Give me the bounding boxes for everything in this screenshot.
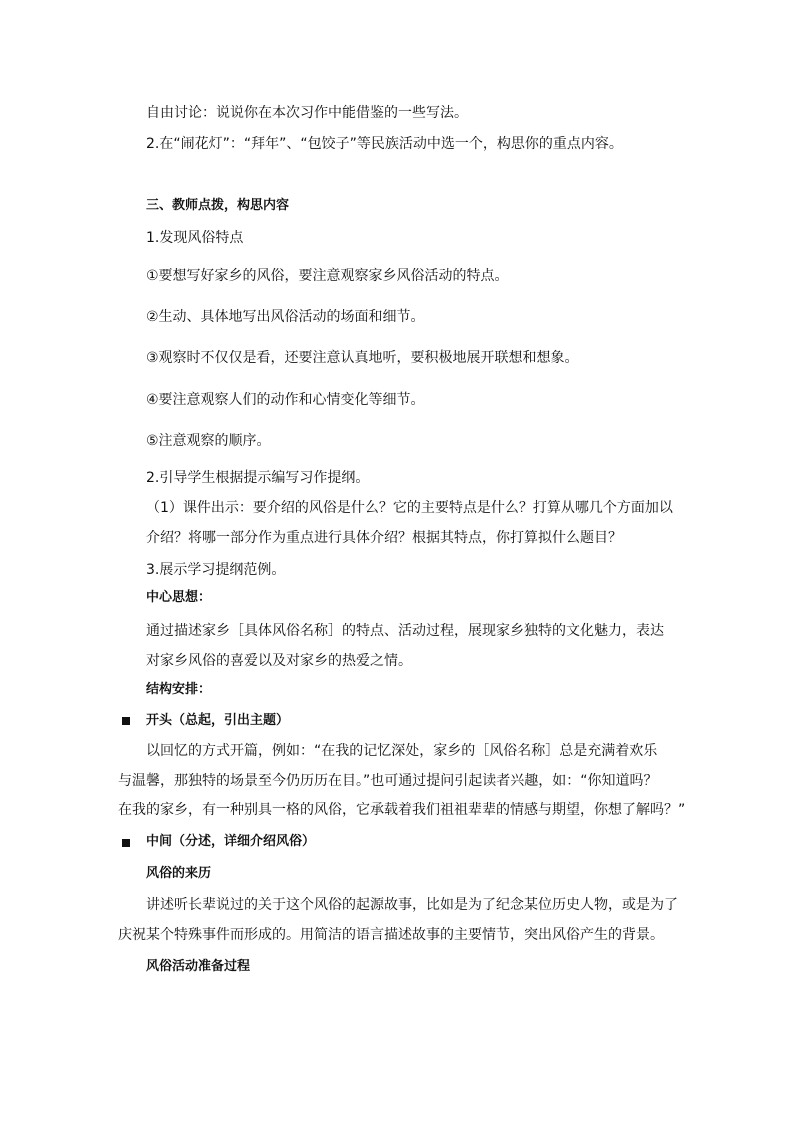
opening-text: 以回忆的方式开篇，例如：“在我的记忆深处，家乡的［风俗名称］总是充满着欢乐: [146, 743, 658, 759]
list-item: ①要想写好家乡的风俗，要注意观察家乡风俗活动的特点。: [146, 268, 509, 284]
opening-text: 在我的家乡，有一种别具一格的风俗，它承载着我们祖祖辈辈的情感与期望，你想了解吗？”: [118, 802, 686, 818]
opening-text: 与温馨，那独特的场景至今仍历历在目。”也可通过提问引起读者兴趣，如：“你知道吗？: [118, 773, 658, 789]
central-idea-label: 中心思想：: [146, 590, 212, 605]
preparation-heading: 风俗活动准备过程: [146, 959, 251, 974]
opening-heading: 开头（总起，引出主题）: [146, 713, 290, 728]
subheading-example: 3.展示学习提纲范例。: [146, 562, 286, 578]
square-bullet-icon: [122, 717, 130, 725]
discussion-line: 自由讨论：说说你在本次习作中能借鉴的一些写法。: [146, 105, 468, 121]
courseware-question-line: （1）课件出示：要介绍的风俗是什么？它的主要特点是什么？打算从哪几个方面加以: [146, 500, 673, 516]
section-heading: 三、教师点拨，构思内容: [146, 198, 290, 213]
central-idea-text: 对家乡风俗的喜爱以及对家乡的热爱之情。: [146, 653, 412, 669]
list-item: ②生动、具体地写出风俗活动的场面和细节。: [146, 309, 425, 325]
middle-heading: 中间（分述，详细介绍风俗）: [146, 834, 316, 849]
list-item: ③观察时不仅仅是看，还要注意认真地听，要积极地展开联想和想象。: [146, 350, 579, 366]
origin-text: 庆祝某个特殊事件而形成的。用简洁的语言描述故事的主要情节，突出风俗产生的背景。: [118, 927, 664, 943]
structure-label: 结构安排：: [146, 682, 212, 697]
list-item: ④要注意观察人们的动作和心情变化等细节。: [146, 392, 425, 408]
central-idea-text: 通过描述家乡［具体风俗名称］的特点、活动过程，展现家乡独特的文化魅力，表达: [146, 623, 664, 639]
subheading-discover: 1.发现风俗特点: [146, 230, 244, 246]
square-bullet-icon: [122, 839, 130, 847]
origin-heading: 风俗的来历: [146, 866, 212, 881]
origin-text: 讲述听长辈说过的关于这个风俗的起源故事，比如是为了纪念某位历史人物，或是为了: [146, 897, 678, 913]
list-item: ⑤注意观察的顺序。: [146, 433, 271, 449]
courseware-question-line: 介绍？将哪一部分作为重点进行具体介绍？根据其特点，你打算拟什么题目？: [146, 530, 622, 546]
subheading-outline: 2.引导学生根据提示编写习作提纲。: [146, 470, 370, 486]
activity-choice-line: 2.在“闹花灯”：“拜年”、“包饺子”等民族活动中选一个，构思你的重点内容。: [146, 136, 623, 152]
